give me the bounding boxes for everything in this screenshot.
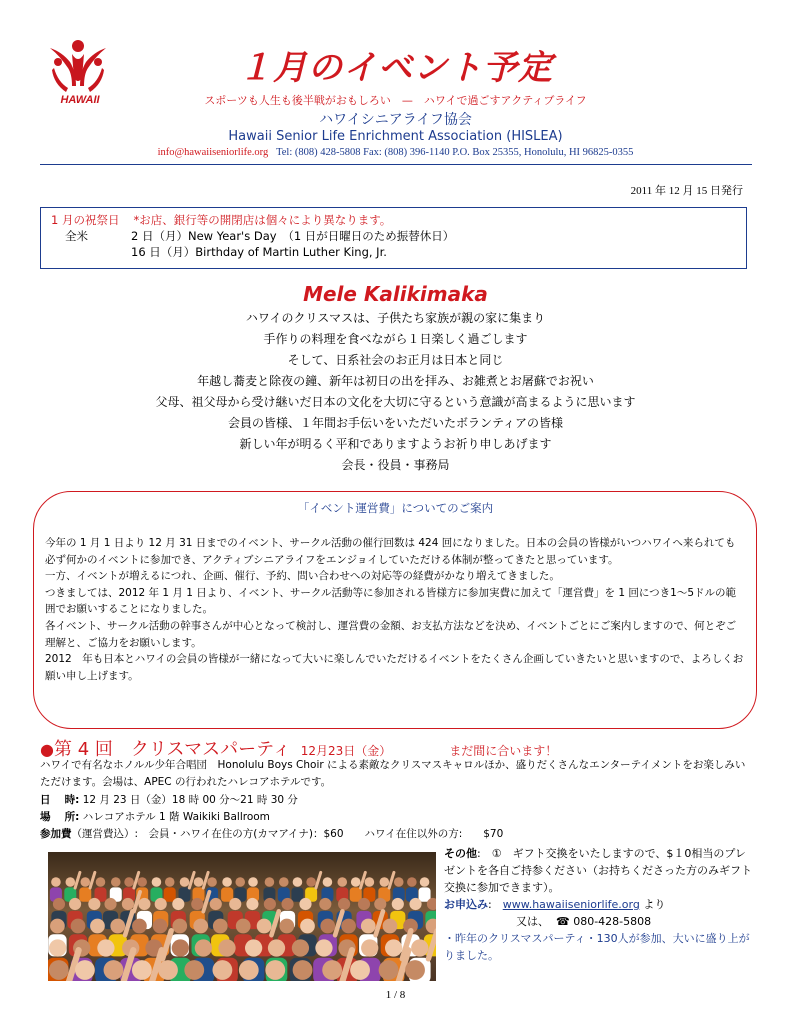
bullet-icon: ●	[40, 740, 54, 759]
crowd-figure-head	[420, 877, 430, 887]
greeting-line: 手作りの料理を食べながら１日楽しく過ごします	[263, 332, 528, 346]
crowd-figure-head	[210, 898, 222, 910]
crowd-figure-head	[268, 939, 285, 956]
greeting-line: ハワイのクリスマスは、子供たち家族が親の家に集まり	[245, 311, 546, 325]
crowd-figure-head	[69, 898, 81, 910]
crowd-figure-head	[51, 877, 61, 887]
crowd-figure-head	[88, 898, 100, 910]
holiday-note: *お店、銀行等の開閉店は個々により異なります。	[133, 213, 392, 227]
party-date: 12月23日（金）	[300, 744, 392, 758]
notice-paragraph: つきましては、2012 年 1 月 1 日より、イベント、サークル活動等に参加される皆様方に参加実費に加えて「運営費」を 1 回につき1～5ドルの範囲でお願いすることになりました。	[45, 586, 737, 616]
holiday-entry: 16 日（月）Birthday of Martin Luther King, Jr.	[131, 245, 387, 259]
crowd-figure-head	[361, 919, 376, 934]
apply-link[interactable]: www.hawaiiseniorlife.org	[502, 898, 640, 911]
crowd-figure-head	[322, 960, 342, 980]
header-divider	[40, 164, 752, 165]
greeting-line: 会員の皆様、１年間お手伝いをいただいたボランティアの皆様	[227, 416, 564, 430]
crowd-figure-head	[222, 877, 232, 887]
crowd-figure-head	[172, 939, 189, 956]
apply-phone-row	[444, 913, 754, 930]
crowd-figure-head	[132, 919, 147, 934]
holiday-heading: 1 月の祝祭日	[51, 213, 120, 227]
crowd-figure-head	[104, 898, 116, 910]
logo-text: HAWAII	[60, 94, 100, 106]
holiday-entry: 2 日（月）New Year's Day （1 日が日曜日のため振替休日）	[131, 229, 455, 243]
crowd-figure-head	[152, 877, 162, 887]
crowd-figure-head	[279, 919, 294, 934]
crowd-figure-head	[379, 960, 399, 980]
crowd-figure-head	[165, 877, 175, 887]
notice-paragraph: 一方、イベントが増えるにつれ、企画、催行、予約、問い合わせへの対応等の経費がかなり増えてきました。	[45, 570, 560, 583]
greeting-line: そして、日系社会のお正月は日本と同じ	[287, 353, 504, 367]
crowd-figure-head	[361, 939, 378, 956]
crowd-figure-head	[65, 877, 75, 887]
crowd-figure-head	[248, 877, 258, 887]
crowd-figure-head	[392, 898, 404, 910]
notice-paragraph: 各イベント、サークル活動の幹事さんが中心となって検討し、運営費の金額、お支払方法などを決め、イベントごとにご案内しますので、何とぞご理解と、ご協力をお願いします。	[45, 619, 737, 649]
crowd-figure-head	[239, 960, 259, 980]
crowd-figure-head	[320, 919, 335, 934]
other-label: その他	[444, 847, 477, 860]
crowd-figure-head	[351, 877, 361, 887]
party-description: ハワイで有名なホノルル少年合唱団 Honolulu Boys Choir による素敵なクリスマスキャロルほか、盛りだくさんなエンターテイメントをお楽しみいただけます。会場は、APEC の行われたハレコアホテルです。	[40, 759, 746, 788]
party-info-column	[444, 845, 754, 964]
crowd-figure-head	[122, 898, 134, 910]
party-datetime-row	[40, 792, 503, 809]
crowd-figure-head	[104, 960, 124, 980]
party-details	[40, 792, 503, 843]
crowd-figure-head	[97, 939, 114, 956]
holiday-box	[40, 207, 747, 269]
notice-body	[45, 535, 745, 684]
crowd-figure-head	[315, 939, 332, 956]
crowd-figure-head	[50, 919, 65, 934]
page-number: 1 / 8	[385, 989, 406, 1001]
crowd-figure-head	[158, 960, 178, 980]
holiday-row	[51, 244, 736, 260]
crowd-figure-head	[236, 919, 251, 934]
apply-suffix: より	[639, 898, 666, 911]
crowd-figure-head	[299, 898, 311, 910]
notice-paragraph: 今年の 1 月 1 日より 12 月 31 日までのイベント、サークル活動の催行回数は 424 回になりました。日本の会員の皆様がいつハワイへ来られても必ず何かのイベントに参加でき、アクティブシニアライフをエンジョイしていただける体制が整ってきたと思っています。	[45, 537, 736, 566]
crowd-figure-head	[265, 960, 285, 980]
last-year-note: ・昨年のクリスマスパーティ・130人が参加、大いに盛り上がりました。	[444, 932, 750, 962]
organization-name-en: Hawaii Senior Life Enrichment Association (HISLEA)	[228, 129, 563, 144]
phone-number: ☎ 080-428-5808	[556, 915, 652, 928]
crowd-figure-head	[409, 898, 421, 910]
crowd-figure-head	[53, 898, 65, 910]
crowd-figure-head	[293, 877, 303, 887]
crowd-figure-head	[138, 898, 150, 910]
notice-title: 「イベント運営費」についてのご案内	[297, 501, 494, 515]
crowd-figure-head	[257, 919, 272, 934]
apply-info	[444, 896, 754, 913]
crowd-figure-head	[132, 960, 152, 980]
datetime-value: 12 月 23 日（金）18 時 00 分～21 時 30 分	[79, 794, 298, 806]
crowd-figure-head	[380, 877, 390, 887]
crowd-figure-head	[358, 898, 370, 910]
crowd-figure-head	[110, 919, 125, 934]
crowd-figure-head	[111, 877, 121, 887]
fee-label: 参加費	[40, 828, 72, 840]
contact-details: Tel: (808) 428-5808 Fax: (808) 396-1140 P.O. Box 25355, Honolulu, HI 96825-0355	[276, 147, 634, 158]
crowd-figure-head	[184, 960, 204, 980]
party-status: まだ間に合います！	[449, 744, 558, 758]
holiday-region: 全米	[65, 229, 88, 243]
crowd-figure-head	[172, 919, 187, 934]
crowd-figure-head	[80, 877, 90, 887]
organization-name-jp: ハワイシニアライフ協会	[319, 112, 472, 128]
crowd-figure-head	[213, 919, 228, 934]
other-info	[444, 845, 754, 896]
party-title: 第 4 回 クリスマスパーティ	[53, 739, 291, 760]
crowd-figure-head	[245, 939, 262, 956]
greeting-line: 父母、祖父母から受け継いだ日本の文化を大切に守るという意識が高まるように思います	[155, 395, 636, 409]
crowd-figure-head	[319, 898, 331, 910]
crowd-figure-head	[49, 939, 66, 956]
holiday-heading-row	[51, 212, 736, 228]
crowd-figure-head	[153, 919, 168, 934]
crowd-figure-head	[191, 898, 203, 910]
crowd-figure-head	[265, 877, 275, 887]
crowd-figure-head	[394, 877, 404, 887]
crowd-figure-head	[75, 960, 95, 980]
crowd-figure-head	[292, 939, 309, 956]
crowd-figure-head	[407, 877, 417, 887]
notice-paragraph: 2012 年も日本とハワイの会員の皆様が一緒になって大いに楽しんでいただけるイベントをたくさん企画していきたいと思いますので、よろしくお願い申し上げます。	[45, 653, 744, 682]
apply-separator: :	[488, 898, 503, 911]
crowd-figure-head	[124, 877, 134, 887]
apply-or: 又は、	[516, 915, 549, 928]
crowd-figure-head	[279, 877, 289, 887]
crowd-figure-head	[350, 960, 370, 980]
crowd-figure-head	[195, 939, 212, 956]
crowd-figure-head	[235, 877, 245, 887]
crowd-figure-head	[281, 898, 293, 910]
apply-label: お申込み	[444, 898, 488, 911]
crowd-figure-head	[193, 919, 208, 934]
contact-line	[0, 147, 791, 158]
crowd-figure-head	[71, 919, 86, 934]
holiday-row	[51, 228, 736, 244]
crowd-figure-head	[323, 877, 333, 887]
crowd-figure-head	[306, 877, 316, 887]
crowd-figure-head	[300, 919, 315, 934]
greeting-line: 新しい年が明るく平和でありますようお祈り申しあげます	[239, 437, 552, 451]
crowd-figure-head	[155, 898, 167, 910]
crowd-figure-head	[218, 939, 235, 956]
party-venue-row	[40, 809, 503, 826]
crowd-figure-head	[337, 877, 347, 887]
crowd-figure-head	[180, 877, 190, 887]
party-photo	[48, 852, 436, 981]
crowd-figure-head	[411, 939, 428, 956]
crowd-figure-head	[264, 898, 276, 910]
greeting-title: Mele Kalikimaka	[303, 282, 488, 306]
crowd-figure-head	[229, 898, 241, 910]
crowd-figure-head	[49, 960, 69, 980]
page-title: １月のイベント予定	[238, 48, 553, 88]
crowd-figure-head	[137, 877, 147, 887]
email-link[interactable]: info@hawaiiseniorlife.org	[157, 147, 269, 158]
fee-value: （運営費込）: 会員・ハワイ在住の方(カマアイナ)：$60 ハワイ在住以外の方: $70	[71, 828, 504, 840]
crowd-figure-body	[79, 887, 91, 901]
crowd-figure-body	[164, 887, 176, 901]
crowd-figure-head	[338, 898, 350, 910]
crowd-figure-head	[96, 877, 106, 887]
crowd-figure-head	[293, 960, 313, 980]
crowd-figure-head	[207, 877, 217, 887]
greeting-message	[0, 308, 791, 476]
crowd-figure-head	[383, 919, 398, 934]
party-fee-row	[40, 826, 503, 843]
greeting-signature: 会長・役員・事務局	[341, 458, 450, 472]
greeting-line: 年越し蕎麦と除夜の鐘、新年は初日の出を拝み、お雑煮とお屠蘇でお祝い	[197, 374, 594, 388]
venue-value: ハレコアホテル 1 階 Waikiki Ballroom	[79, 811, 270, 823]
crowd-figure-head	[341, 919, 356, 934]
datetime-label: 日 時:	[40, 794, 80, 806]
crowd-figure-head	[246, 898, 258, 910]
crowd-figure-head	[374, 898, 386, 910]
other-value: : ① ギフト交換をいたしますので、$１0相当のプレゼントを各自ご持参ください（お持ちくださった方のみギフト交換に参加できます）。	[444, 847, 752, 894]
crowd-figure-head	[365, 877, 375, 887]
crowd-figure-head	[385, 939, 402, 956]
crowd-figure-head	[90, 919, 105, 934]
crowd-figure-head	[172, 898, 184, 910]
venue-label: 場 所:	[40, 811, 80, 823]
crowd-figure-head	[405, 960, 425, 980]
tagline: スポーツも人生も後半戦がおもしろい — ハワイで過ごすアクティブライフ	[204, 94, 587, 107]
crowd-figure-head	[194, 877, 204, 887]
issue-date: 2011 年 12 月 15 日発行	[630, 185, 743, 197]
crowd-figure-head	[212, 960, 232, 980]
